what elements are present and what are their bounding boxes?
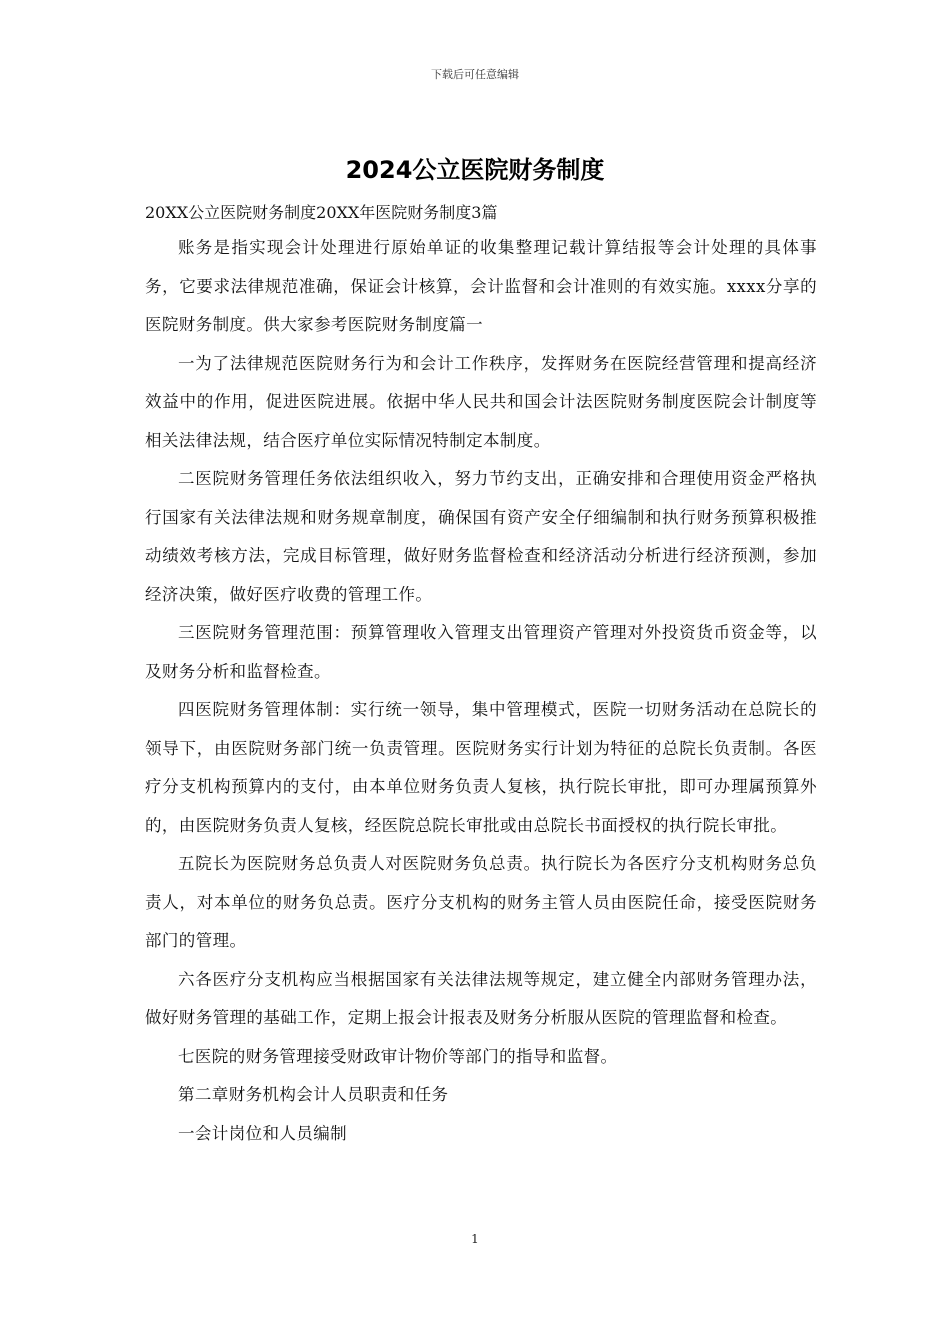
paragraph: 四医院财务管理体制：实行统一领导，集中管理模式，医院一切财务活动在总院长的领导下，由医院财务部门统一负责管理。医院财务实行计划为特征的总院长负责制。各医疗分支机构预算内的支付，由本单位财务负责人复核，执行院长审批，即可办理属预算外的，由医院财务负责人复核，经医院总院长审批或由总院长书面授权的执行院长审批。 [145,700,817,835]
page-number: 1 [471,1232,479,1246]
document-subtitle: 20XX公立医院财务制度20XX年医院财务制度3篇 [145,203,498,222]
paragraph: 三医院财务管理范围：预算管理收入管理支出管理资产管理对外投资货币资金等，以及财务分析和监督检查。 [145,623,817,681]
chapter-heading: 第二章财务机构会计人员职责和任务 [178,1085,449,1104]
document-title: 2024公立医院财务制度 [345,156,605,184]
section-heading: 一会计岗位和人员编制 [178,1123,347,1143]
paragraph: 六各医疗分支机构应当根据国家有关法律法规等规定，建立健全内部财务管理办法，做好财务管理的基础工作，定期上报会计报表及财务分析服从医院的管理监督和检查。 [145,969,817,1027]
paragraph: 一为了法律规范医院财务行为和会计工作秩序，发挥财务在医院经营管理和提高经济效益中的作用，促进医院进展。依据中华人民共和国会计法医院财务制度医院会计制度等相关法律法规，结合医疗单位实际情况特制定本制度。 [145,353,817,450]
paragraph: 五院长为医院财务总负责人对医院财务负总责。执行院长为各医疗分支机构财务总负责人，对本单位的财务负总责。医疗分支机构的财务主管人员由医院任命，接受医院财务部门的管理。 [145,854,817,950]
paragraph: 七医院的财务管理接受财政审计物价等部门的指导和监督。 [178,1046,618,1066]
document-body [145,229,817,1153]
paragraph: 账务是指实现会计处理进行原始单证的收集整理记载计算结报等会计处理的具体事务，它要求法律规范准确，保证会计核算，会计监督和会计准则的有效实施。xxxx分享的医院财务制度。供大家参考医院财务制度篇一 [145,238,817,334]
paragraph: 二医院财务管理任务依法组织收入，努力节约支出，正确安排和合理使用资金严格执行国家有关法律法规和财务规章制度，确保国有资产安全仔细编制和执行财务预算积极推动绩效考核方法，完成目标管理，做好财务监督检查和经济活动分析进行经济预测，参加经济决策，做好医疗收费的管理工作。 [145,469,817,604]
page-header-note: 下载后可任意编辑 [431,68,519,81]
